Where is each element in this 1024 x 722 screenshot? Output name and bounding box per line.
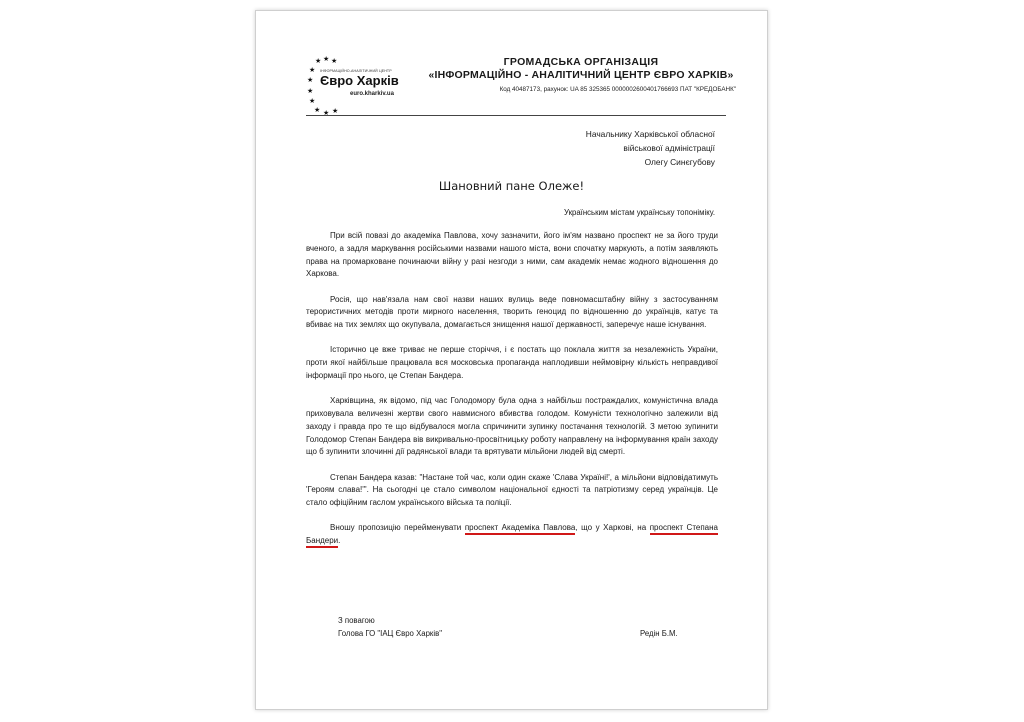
paragraph: Історично це вже триває не перше сторіччя, і є постать що поклала життя за незалежність України, проти якої найбільше працювала вся московська пропаганда наплодивши неймовірну кількість неправдивої інформації про нього, це Степан Бандера. <box>306 345 718 380</box>
addressee-line: військової адміністрації <box>623 143 715 153</box>
letterhead-divider <box>306 115 726 116</box>
svg-text:★: ★ <box>314 106 321 114</box>
underlined-old-name: проспект Академіка Павлова <box>465 523 575 535</box>
addressee-line: Начальнику Харківської обласної <box>585 129 715 139</box>
addressee-block <box>586 127 715 169</box>
logo-title: Євро Харків <box>320 73 399 88</box>
underlined-new-name: проспект Степана Бандери <box>306 523 718 548</box>
proposal-end: . <box>338 536 341 546</box>
signer-position: Голова ГО "ІАЦ Євро Харків" <box>338 628 442 638</box>
proposal-middle: , що у Харкові, на <box>575 523 650 533</box>
svg-text:★: ★ <box>331 57 338 65</box>
letter-page <box>255 10 768 710</box>
greeting: Шановний пане Олеже! <box>438 179 585 193</box>
closing: З повагою <box>338 616 375 625</box>
org-name: «ІНФОРМАЦІЙНО - АНАЛІТИЧНИЙ ЦЕНТР ЄВРО ХАРКІВ» <box>428 69 734 81</box>
svg-text:★: ★ <box>309 97 316 105</box>
motto: Українським містам українську топоніміку. <box>563 208 715 217</box>
svg-text:★: ★ <box>307 87 314 95</box>
svg-text:★: ★ <box>307 76 314 84</box>
svg-text:★: ★ <box>309 66 316 74</box>
svg-text:★: ★ <box>323 109 330 117</box>
org-logo <box>306 55 406 117</box>
addressee-name: Олегу Синєгубову <box>644 157 715 167</box>
paragraph: Харківщина, як відомо, під час Голодомору була одна з найбільш постраждалих, комуністична влада приховувала величезні жертви свого навмисного вбивства голодом. Комуністи технологічно залежили від заходу і правда про те що відбувалося могла спричинити зупинку постачання технологій. З метою зупинити Голодомор Степан Бандера вів викривально-просвітницьку роботу направлену на інформування країн заходу що б зупинити злочинні дії радянської влади та врятувати мільйони людей від смерті. <box>306 396 718 457</box>
letter-body <box>306 230 718 560</box>
proposal-start: Вношу пропозицію перейменувати <box>330 523 465 533</box>
signer-name: Редін Б.М. <box>640 629 678 638</box>
svg-text:★: ★ <box>332 107 339 115</box>
paragraph: При всій повазі до академіка Павлова, хочу зазначити, його ім'ям названо проспект не за його труди вченого, а задля маркування російськими назвами нашого міста, вони спочатку маркують, а потім заявляють права на промарковане починаючи війну у разі незгоди з ними, сам академік немає жодного відношення до Харкова. <box>306 231 718 279</box>
paragraph: Степан Бандера казав: "Настане той час, коли один скаже 'Слава Україні!', а мільйони відповідатимуть 'Героям слава!'". На сьогодні це стало символом національної єдності та патріотизму серед українців. Це стало офіційним гаслом українського війська та поліції. <box>306 472 718 508</box>
svg-text:★: ★ <box>315 57 322 65</box>
svg-text:★: ★ <box>323 55 330 63</box>
logo-subtitle: ІНФОРМАЦІЙНО-АНАЛІТИЧНИЙ ЦЕНТР <box>320 69 392 73</box>
logo-website: euro.kharkiv.ua <box>350 91 394 97</box>
org-type: ГРОМАДСЬКА ОРГАНІЗАЦІЯ <box>503 56 659 68</box>
proposal-paragraph <box>306 522 718 548</box>
org-header <box>416 56 746 94</box>
paragraph: Росія, що нав'язала нам свої назви наших вулиць веде повномасштабну війну з застосуванням терористичних методів проти мирного населення, творить геноцид по відношенню до українців, катує та вбиває на тих землях що окупувала, домагається знищення нашої державності, заперечує наше існування. <box>306 294 718 330</box>
signature-block <box>338 615 442 641</box>
org-bank-details: Код 40487173, рахунок: UA 85 325365 0000002600401766693 ПАТ "КРЕДОБАНК" <box>499 86 736 93</box>
